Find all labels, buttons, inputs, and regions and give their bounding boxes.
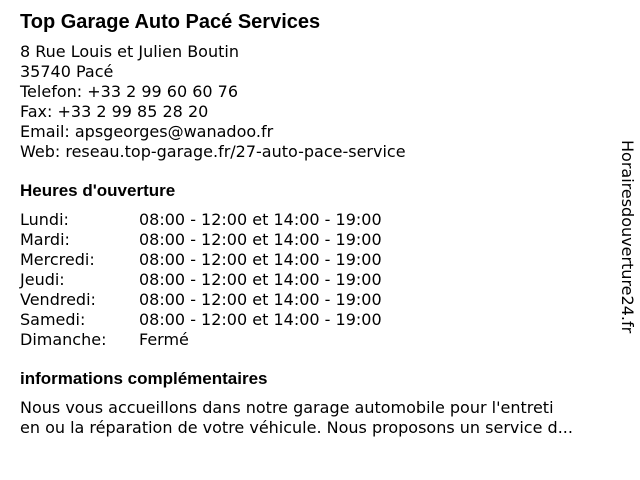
fax-number: Fax: +33 2 99 85 28 20 xyxy=(20,102,209,121)
website-url: Web: reseau.top-garage.fr/27-auto-pace-service xyxy=(20,142,406,161)
hours-row xyxy=(20,290,620,310)
hours-row xyxy=(20,230,620,250)
info-title: informations complémentaires xyxy=(20,369,268,388)
hours-time: 08:00 - 12:00 et 14:00 - 19:00 xyxy=(139,210,382,229)
hours-time: 08:00 - 12:00 et 14:00 - 19:00 xyxy=(139,250,382,269)
hours-table xyxy=(20,210,620,350)
address-street: 8 Rue Louis et Julien Boutin xyxy=(20,42,239,61)
hours-day: Lundi: xyxy=(20,210,69,229)
address-city: 35740 Pacé xyxy=(20,62,114,81)
hours-day: Mardi: xyxy=(20,230,70,249)
hours-row xyxy=(20,310,620,330)
business-name: Top Garage Auto Pacé Services xyxy=(20,11,321,33)
site-watermark xyxy=(614,140,640,370)
hours-time: Fermé xyxy=(139,330,189,349)
hours-row xyxy=(20,330,620,350)
hours-time: 08:00 - 12:00 et 14:00 - 19:00 xyxy=(139,230,382,249)
watermark-text: Horairesdouverture24.fr xyxy=(618,140,637,334)
hours-day: Dimanche: xyxy=(20,330,107,349)
info-description-line: Nous vous accueillons dans notre garage automobile pour l'entreti xyxy=(20,398,554,417)
hours-time: 08:00 - 12:00 et 14:00 - 19:00 xyxy=(139,290,382,309)
hours-day: Samedi: xyxy=(20,310,86,329)
hours-day: Jeudi: xyxy=(20,270,65,289)
email-address: Email: apsgeorges@wanadoo.fr xyxy=(20,122,274,141)
business-card xyxy=(20,10,620,438)
hours-day: Mercredi: xyxy=(20,250,95,269)
hours-row xyxy=(20,210,620,230)
hours-row xyxy=(20,250,620,270)
hours-day: Vendredi: xyxy=(20,290,96,309)
hours-time: 08:00 - 12:00 et 14:00 - 19:00 xyxy=(139,270,382,289)
phone-number: Telefon: +33 2 99 60 60 76 xyxy=(20,82,239,101)
hours-row xyxy=(20,270,620,290)
hours-time: 08:00 - 12:00 et 14:00 - 19:00 xyxy=(139,310,382,329)
hours-title: Heures d'ouverture xyxy=(20,181,176,200)
info-description-line: en ou la réparation de votre véhicule. Nous proposons un service d... xyxy=(20,418,573,437)
